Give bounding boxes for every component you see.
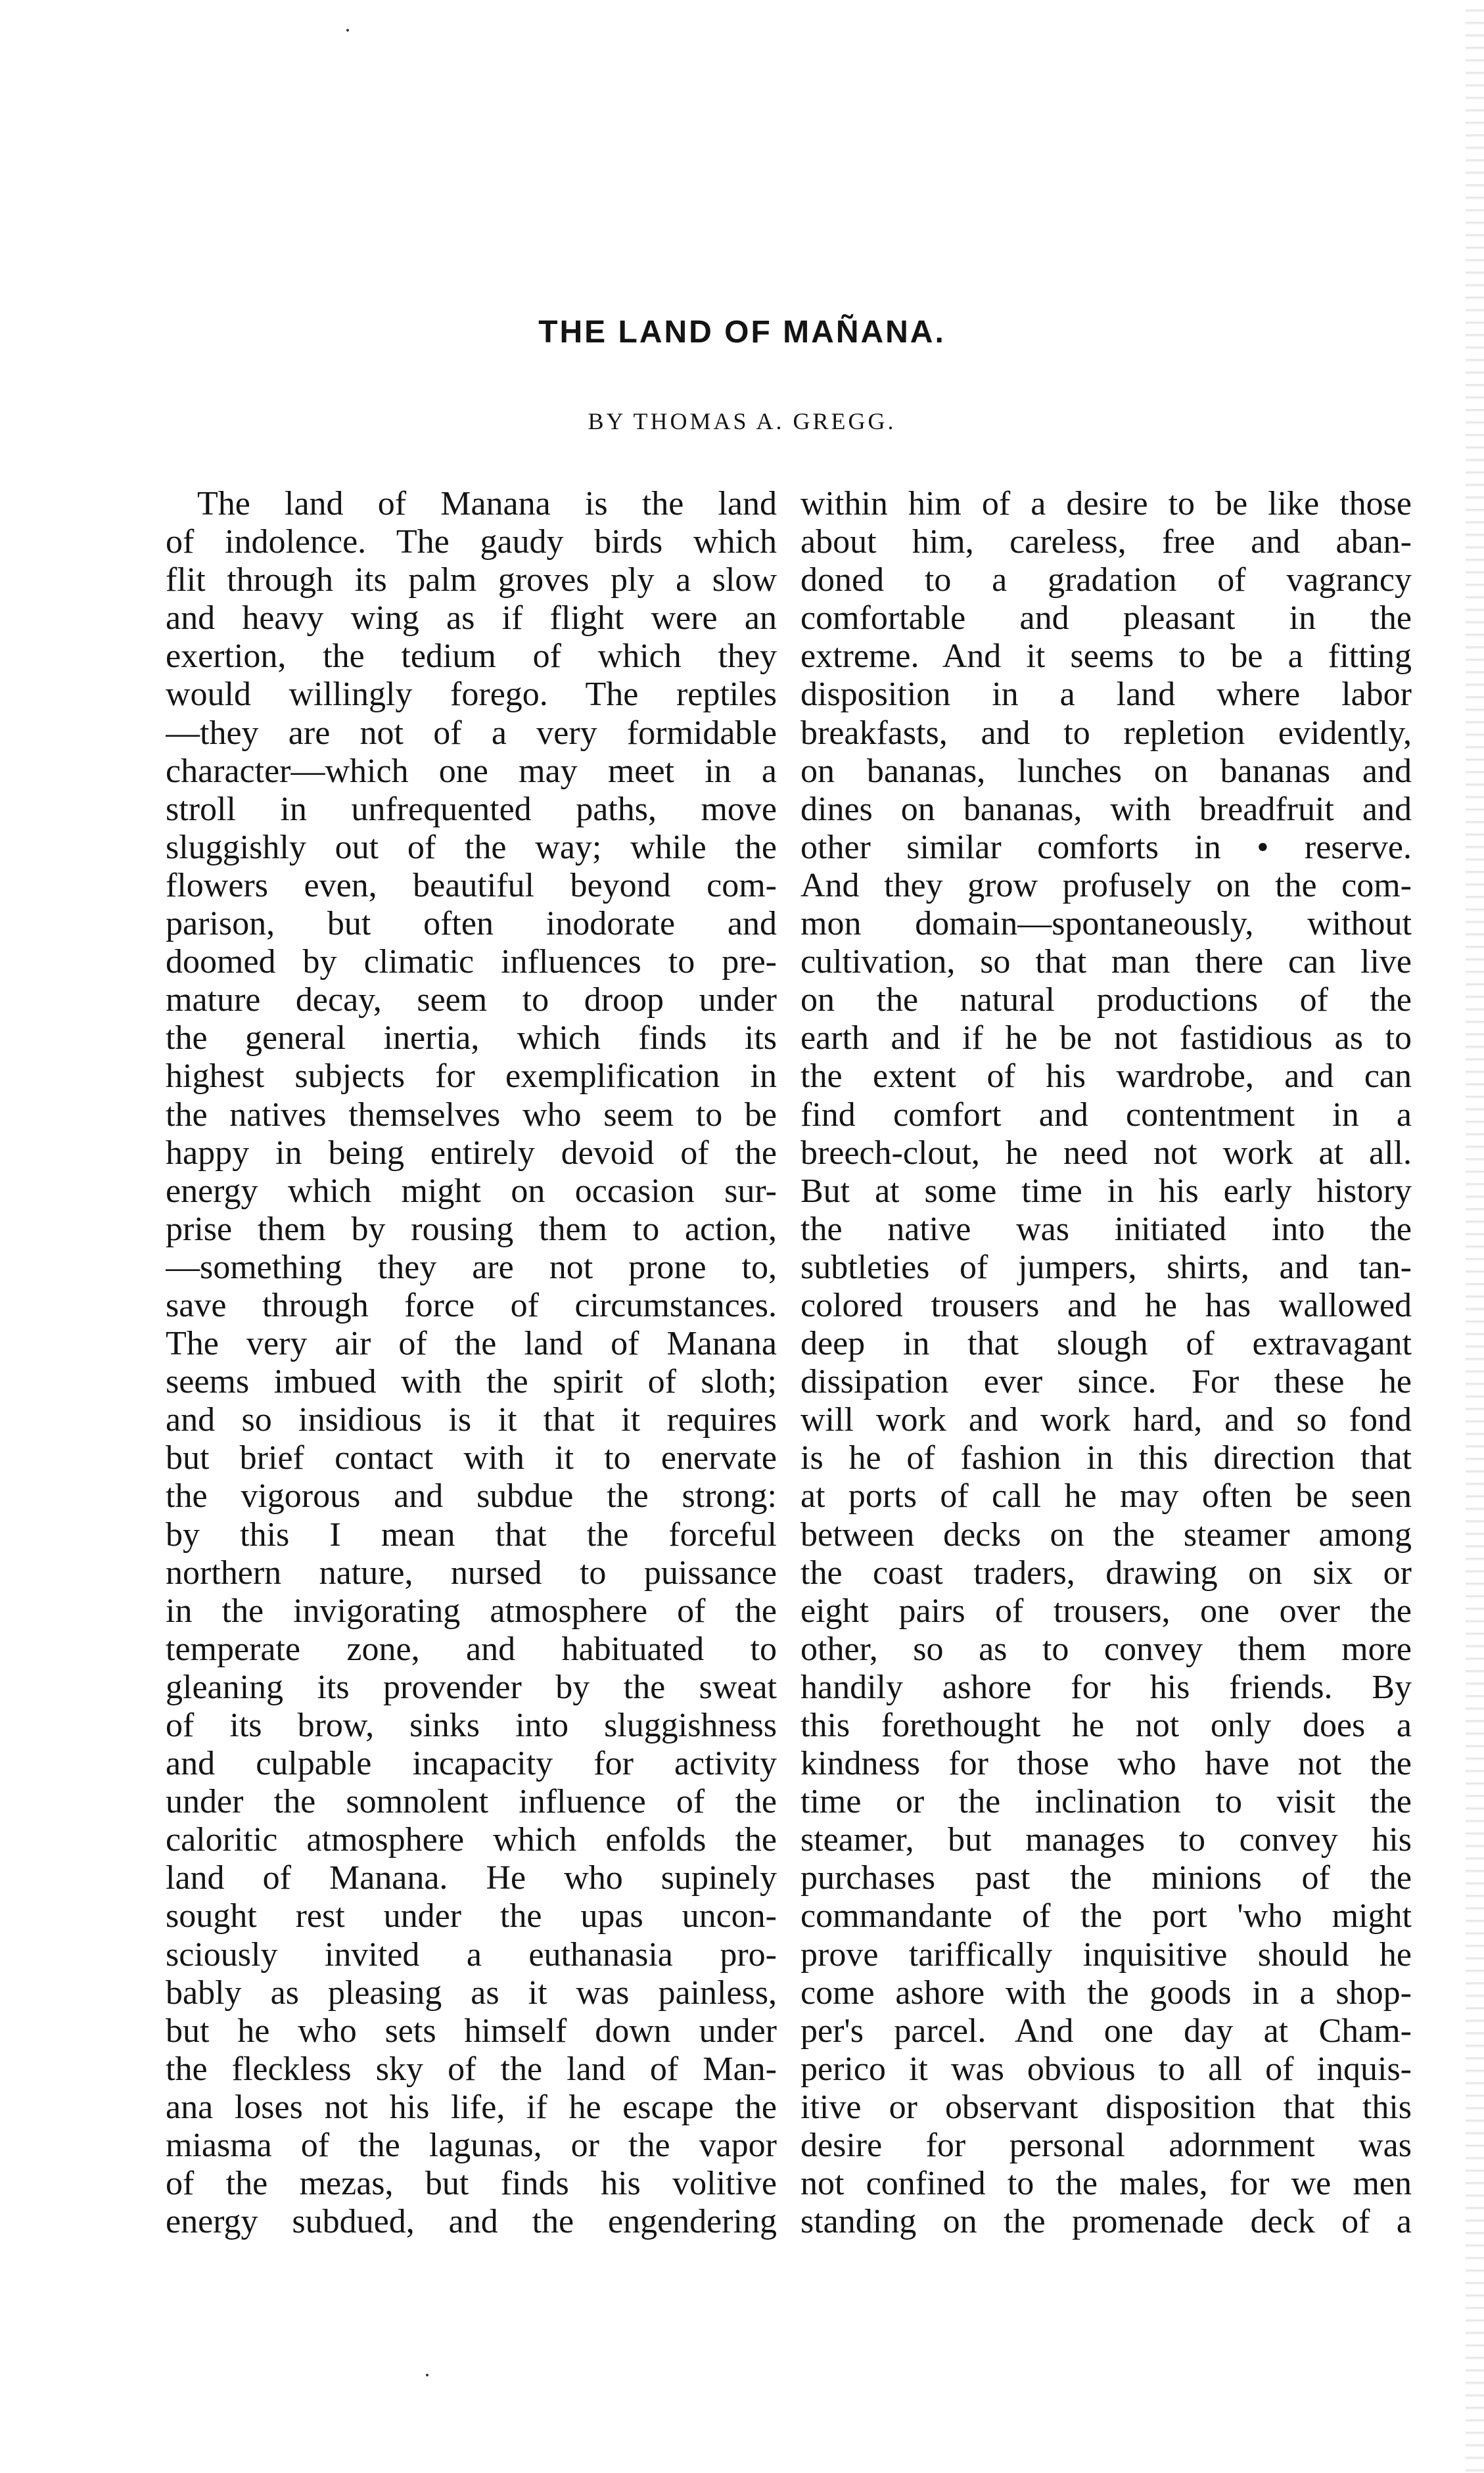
text-line: land of Manana. He who supinely	[166, 1859, 777, 1897]
text-line: save through force of circumstances.	[166, 1286, 777, 1324]
article-title: THE LAND OF MAÑANA.	[538, 315, 946, 350]
text-line: desire for personal adornment was	[800, 2127, 1412, 2165]
text-line: other similar comforts in • reserve.	[800, 828, 1412, 866]
text-line: eight pairs of trousers, one over the	[800, 1592, 1412, 1630]
text-line: of its brow, sinks into sluggishness	[166, 1707, 777, 1744]
text-line: prise them by rousing them to action,	[166, 1210, 777, 1248]
text-line: breech-clout, he need not work at all.	[800, 1134, 1412, 1172]
speck-mark	[346, 29, 349, 32]
speck-mark	[426, 2374, 429, 2376]
text-line: by this I mean that the forceful	[166, 1515, 777, 1554]
text-line: perico it was obvious to all of inquis-	[800, 2050, 1412, 2088]
text-line: come ashore with the goods in a shop-	[800, 1974, 1412, 2012]
text-line: sluggishly out of the way; while the	[166, 828, 777, 866]
text-line: dissipation ever since. For these he	[800, 1363, 1412, 1401]
text-line: highest subjects for exemplification in	[166, 1057, 777, 1096]
text-line: bably as pleasing as it was painless,	[166, 1974, 777, 2012]
article-byline: BY THOMAS A. GREGG.	[588, 408, 896, 434]
text-line: of the mezas, but finds his volitive	[166, 2165, 777, 2203]
text-line: and culpable incapacity for activity	[166, 1745, 777, 1783]
text-line: doomed by climatic influences to pre-	[166, 943, 777, 981]
text-line: happy in being entirely devoid of the	[166, 1134, 777, 1172]
text-line: disposition in a land where labor	[800, 676, 1412, 714]
page-edge-strip	[1466, 0, 1484, 2473]
text-line: the fleckless sky of the land of Man-	[166, 2050, 777, 2088]
text-line: —something they are not prone to,	[166, 1248, 777, 1286]
text-line: stroll in unfrequented paths, move	[166, 790, 777, 828]
text-line: on bananas, lunches on bananas and	[800, 752, 1412, 790]
text-line: character—which one may meet in a	[166, 752, 777, 790]
text-line: about him, careless, free and aban-	[800, 523, 1412, 561]
text-line: the natives themselves who seem to be	[166, 1096, 777, 1134]
text-line: mon domain—spontaneously, without	[800, 905, 1412, 943]
text-line: but he who sets himself down under	[166, 2012, 777, 2050]
text-line: energy subdued, and the engendering	[166, 2203, 777, 2241]
text-line: flowers even, beautiful beyond com-	[166, 866, 777, 904]
text-line: at ports of call he may often be seen	[800, 1477, 1412, 1515]
text-line: will work and work hard, and so fond	[800, 1401, 1412, 1439]
text-line: time or the inclination to visit the	[800, 1783, 1412, 1821]
text-line: ana loses not his life, if he escape the	[166, 2088, 777, 2126]
text-line: deep in that slough of extravagant	[800, 1325, 1412, 1363]
text-line: doned to a gradation of vagrancy	[800, 561, 1412, 599]
text-line: And they grow profusely on the com-	[800, 866, 1412, 904]
text-line: the vigorous and subdue the strong:	[166, 1477, 777, 1515]
text-line: and heavy wing as if flight were an	[166, 599, 777, 637]
text-line: mature decay, seem to droop under	[166, 981, 777, 1019]
text-line: the coast traders, drawing on six or	[800, 1554, 1412, 1592]
text-line: and so insidious is it that it requires	[166, 1401, 777, 1439]
text-line: temperate zone, and habituated to	[166, 1630, 777, 1668]
text-line: The very air of the land of Manana	[166, 1325, 777, 1363]
text-line: exertion, the tedium of which they	[166, 637, 777, 676]
text-line: miasma of the lagunas, or the vapor	[166, 2127, 777, 2165]
text-line: subtleties of jumpers, shirts, and tan-	[800, 1248, 1412, 1286]
text-line: parison, but often inodorate and	[166, 905, 777, 943]
text-line: would willingly forego. The reptiles	[166, 676, 777, 714]
text-line: extreme. And it seems to be a fitting	[800, 637, 1412, 676]
text-line: flit through its palm groves ply a slow	[166, 561, 777, 599]
text-line: earth and if he be not fastidious as to	[800, 1019, 1412, 1057]
text-line: per's parcel. And one day at Cham-	[800, 2012, 1412, 2050]
text-line: but brief contact with it to enervate	[166, 1439, 777, 1477]
text-line: prove tariffically inquisitive should he	[800, 1935, 1412, 1974]
text-line: dines on bananas, with breadfruit and	[800, 790, 1412, 828]
text-line: cultivation, so that man there can live	[800, 943, 1412, 981]
text-line: of indolence. The gaudy birds which	[166, 523, 777, 561]
text-line: energy which might on occasion sur-	[166, 1172, 777, 1210]
text-line: seems imbued with the spirit of sloth;	[166, 1363, 777, 1401]
text-line: itive or observant disposition that this	[800, 2088, 1412, 2126]
text-line: is he of fashion in this direction that	[800, 1439, 1412, 1477]
text-line: find comfort and contentment in a	[800, 1096, 1412, 1134]
text-line: standing on the promenade deck of a	[800, 2203, 1412, 2241]
text-line: the extent of his wardrobe, and can	[800, 1057, 1412, 1096]
text-line: purchases past the minions of the	[800, 1859, 1412, 1897]
text-line: between decks on the steamer among	[800, 1515, 1412, 1554]
text-line: the native was initiated into the	[800, 1210, 1412, 1248]
text-line: handily ashore for his friends. By	[800, 1668, 1412, 1706]
text-line: sciously invited a euthanasia pro-	[166, 1935, 777, 1974]
left-text-column	[166, 485, 777, 2241]
text-line: not confined to the males, for we men	[800, 2165, 1412, 2203]
text-line: other, so as to convey them more	[800, 1630, 1412, 1668]
text-line: northern nature, nursed to puissance	[166, 1554, 777, 1592]
text-line: this forethought he not only does a	[800, 1707, 1412, 1744]
text-line: The land of Manana is the land	[197, 485, 777, 522]
text-line: caloritic atmosphere which enfolds the	[166, 1821, 777, 1859]
text-line: comfortable and pleasant in the	[800, 599, 1412, 637]
text-line: in the invigorating atmosphere of the	[166, 1592, 777, 1630]
text-line: —they are not of a very formidable	[166, 714, 777, 752]
text-line: breakfasts, and to repletion evidently,	[800, 714, 1412, 752]
text-line: on the natural productions of the	[800, 981, 1412, 1019]
text-line: But at some time in his early history	[800, 1172, 1412, 1210]
text-line: the general inertia, which finds its	[166, 1019, 777, 1057]
text-line: commandante of the port 'who might	[800, 1897, 1412, 1935]
text-line: kindness for those who have not the	[800, 1745, 1412, 1783]
right-text-column	[800, 485, 1412, 2241]
text-line: gleaning its provender by the sweat	[166, 1668, 777, 1706]
text-line: sought rest under the upas uncon-	[166, 1897, 777, 1935]
text-line: colored trousers and he has wallowed	[800, 1286, 1412, 1324]
text-line: steamer, but manages to convey his	[800, 1821, 1412, 1859]
text-line: within him of a desire to be like those	[800, 485, 1412, 522]
text-line: under the somnolent influence of the	[166, 1783, 777, 1821]
